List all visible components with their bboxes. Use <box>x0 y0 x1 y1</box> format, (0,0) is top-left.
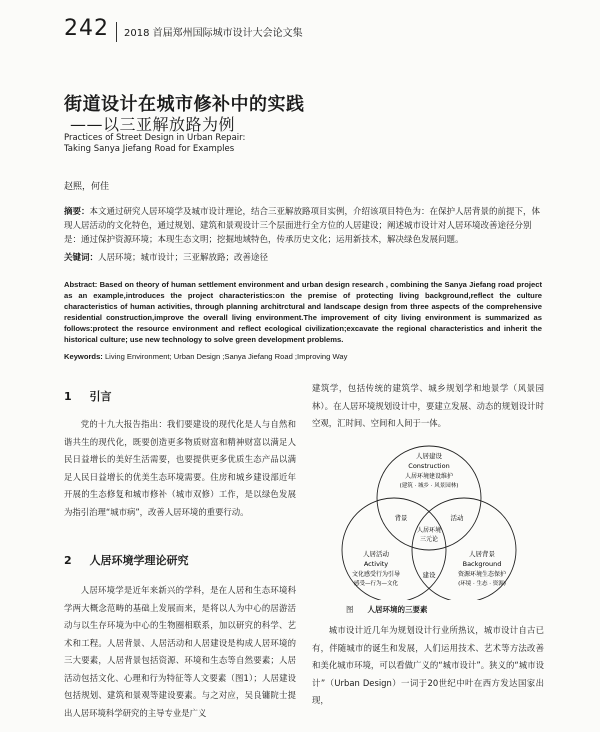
overlap-top-right: 活动 <box>450 514 464 522</box>
right-col-top <box>312 380 544 433</box>
section1-body <box>64 416 296 521</box>
top-label-2: Construction <box>408 462 450 470</box>
abstract-en <box>64 279 542 345</box>
left-label-4: 感受—行为—文化 <box>353 581 399 587</box>
section2-body <box>64 582 296 722</box>
abstract-cn-label: 摘要： <box>64 207 90 217</box>
abstract-en-label: Abstract: <box>64 280 98 289</box>
paper-title-en <box>64 133 245 155</box>
keywords-cn-text: 人居环境；城市设计；三亚解放路；改善途径 <box>98 253 269 263</box>
center-label-1: 人居环境 <box>416 527 442 534</box>
abstract-cn-text: 本文通过研究人居环境学及城市设计理论，结合三亚解放路项目实例，介绍该项目特色为：在保护人居背景的前提下，体现人居活动的文化特色，通过规划、建筑和景观设计三个层面进行全方位的人居建设；阐述城市设计对人居环境改善途径分别是：通过保护资源环境；本现生态文明；挖掘地域特色，传承历史文化；运用新技术，解决绿色发展问题。 <box>64 207 541 245</box>
right-paragraph-bottom: 城市设计近几年为规划设计行业所热议，城市设计自古已有，伴随城市的诞生和发展，人们运用技术、艺术等方法改善和美化城市环境，可以看做广义的“城市设计”。狭义的“城市设计”（Urban Design）一词于20世纪中叶在西方发达国家出现， <box>312 625 544 705</box>
top-label-1: 人居建设 <box>416 452 442 460</box>
right-label-1: 人居背景 <box>469 550 495 558</box>
top-label-4: (建筑 · 城乡 · 风景园林) <box>399 483 459 489</box>
keywords-en-text: Living Environment; Urban Design ;Sanya Jiefang Road ;Improving Way <box>104 352 348 361</box>
section2-paragraph: 人居环境学是近年来新兴的学科，是在人居和生态环境科学两大概念范畴的基础上发展而来，是将以人为中心的居游活动与以生存环境为中心的生物圈相联系，加以研究的科学、艺术和工程。人居背景、人居活动和人居建设是构成人居环境的三大要素，人居背景包括资源、环境和生态等自然要素；人居活动包括文化、心理和行为特征等人文要素（图1）；人居建设包括规划、建筑和景观等建设要素。与之对应，吴良镛院士提出人居环境科学研究的主导专业是广义 <box>64 585 296 718</box>
top-label-3: 人居环境建设维护 <box>404 473 454 480</box>
keywords-en-label: Keywords: <box>64 352 103 361</box>
left-label-2: Activity <box>363 560 389 568</box>
keywords-cn <box>64 251 268 263</box>
section1-title: 引言 <box>89 390 112 403</box>
figure-caption-label: 图 <box>346 605 354 614</box>
right-label-3: 资源环境生态保护 <box>457 571 507 578</box>
title-en-line1: Practices of Street Design in Urban Repair: <box>64 133 246 143</box>
left-label-1: 人居活动 <box>363 550 389 558</box>
right-col-bottom <box>312 622 544 710</box>
venn-diagram <box>326 440 532 600</box>
keywords-cn-label: 关键词： <box>64 253 99 263</box>
page-number: 242 <box>64 16 109 41</box>
section1-paragraph: 党的十九大报告指出：我们要建设的现代化是人与自然和谐共生的现代化，既要创造更多物质财富和精神财富以满足人民日益增长的美好生活需要，也要提供更多优质生态产品以满足人民日益增长的优美生态环境需要。住房和城乡建设部近年开展的生态修复和城市修补（城市双修）工作，是以绿色发展为指引治理“城市病”，改善人居环境的重要行动。 <box>64 419 296 517</box>
left-label-3: 文化感受行为引导 <box>351 571 401 578</box>
right-label-4: (环境 · 生态 · 资源) <box>458 581 506 587</box>
paper-subtitle-cn: ——以三亚解放路为例 <box>70 115 236 134</box>
abstract-cn <box>64 205 542 247</box>
running-title: 2018 首届郑州国际城市设计大会论文集 <box>124 28 303 39</box>
authors: 赵熙，何佳 <box>64 182 110 192</box>
right-label-2: Background <box>462 560 502 568</box>
figure-caption <box>346 604 428 615</box>
figure-caption-text: 人居环境的三要素 <box>367 605 428 614</box>
overlap-top-left: 背景 <box>394 514 408 522</box>
section2-title: 人居环境学理论研究 <box>89 554 189 567</box>
abstract-en-text: Based on theory of human settlement environment and urban design research , combining the Sanya Jiefang road project as an example,introduces the project characteristics:on the premise of protecting living background,reflect the culture characteristics of human activities, through planning architrctural and landscape design from three aspects of the comprehensive residential construction,improve the overall living environment.The improvement of city living environment is summarized as follows:protect the resource environment and reflect ecological civilization;excavate the regional characteristics and inherit the historical culture; use new technology to solve green development problems. <box>64 280 542 344</box>
center-label-2: 三元论 <box>419 536 439 543</box>
section1-heading <box>64 388 296 404</box>
right-paragraph-top: 建筑学，包括传统的建筑学、城乡规划学和地景学（风景园林）。在人居环境规划设计中，要建立发展、动态的规划设计时空观，汇时间、空间和人间于一体。 <box>312 383 544 428</box>
section2-heading <box>64 552 296 568</box>
overlap-bottom: 建设 <box>422 571 436 579</box>
section2-number: 2 <box>64 554 72 567</box>
header-divider <box>116 22 117 42</box>
keywords-en <box>64 352 347 361</box>
paper-title-cn: 街道设计在城市修补中的实践 <box>64 94 305 115</box>
section1-number: 1 <box>64 390 72 403</box>
title-en-line2: Taking Sanya Jiefang Road for Examples <box>64 144 235 154</box>
